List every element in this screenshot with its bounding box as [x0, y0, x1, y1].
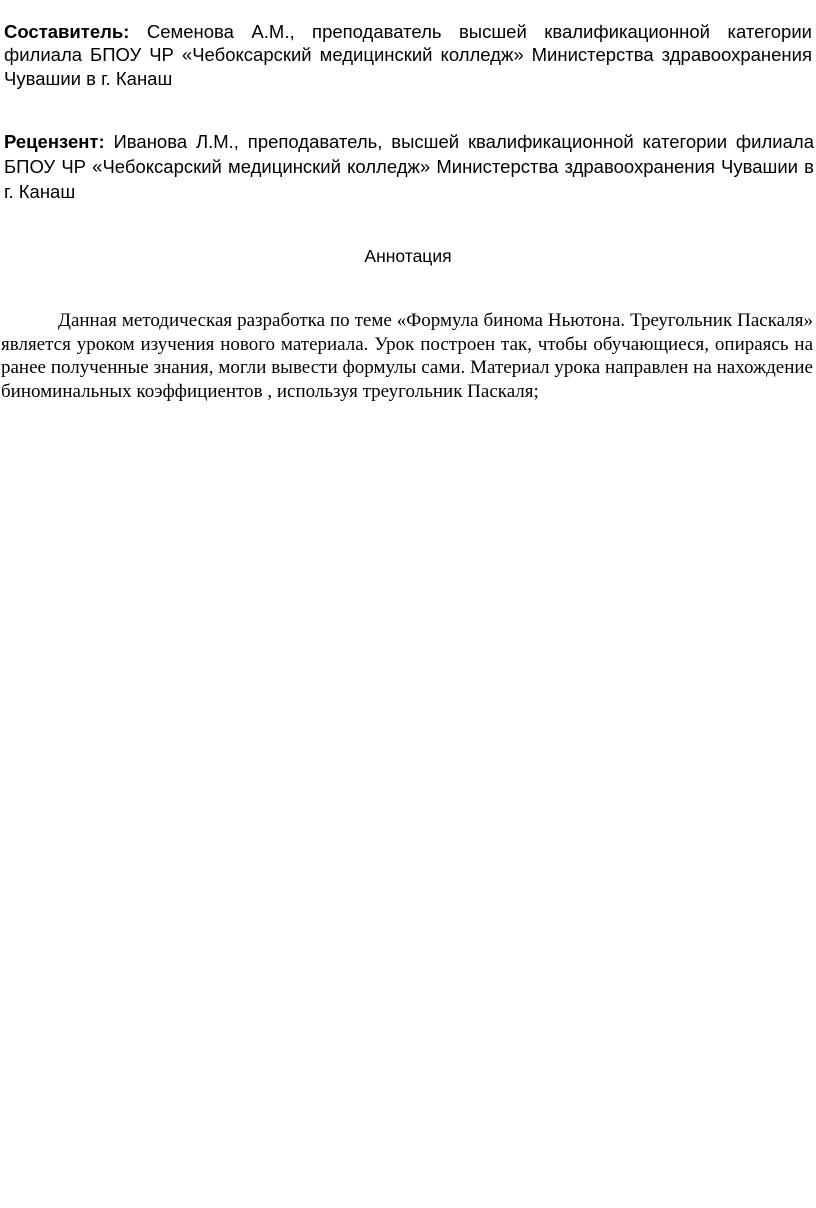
compiler-paragraph	[4, 20, 812, 91]
reviewer-text: Иванова Л.М., преподаватель, высшей квалификационной категории филиала БПОУ ЧР «Чебоксарский медицинский колледж» Министерства здравоохранения Чувашии в г. Канаш	[4, 130, 814, 202]
reviewer-paragraph	[4, 129, 814, 204]
annotation-paragraph: Данная методическая разработка по теме «Формула бинома Ньютона. Треугольник Паскаля» является уроком изучения нового материала. Урок построен так, чтобы обучающиеся, опираясь на ранее полученные знания, могли вывести формулы сами. Материал урока направлен на нахождение биноминальных коэффициентов , используя треугольник Паскаля;	[1, 310, 813, 402]
compiler-label: Составитель:	[4, 20, 130, 42]
annotation-heading: Аннотация	[364, 246, 452, 266]
reviewer-label: Рецензент:	[4, 130, 105, 152]
compiler-text: Семенова А.М., преподаватель высшей квалификационной категории филиала БПОУ ЧР «Чебоксарский медицинский колледж» Министерства здравоохранения Чувашии в г. Канаш	[4, 20, 812, 89]
